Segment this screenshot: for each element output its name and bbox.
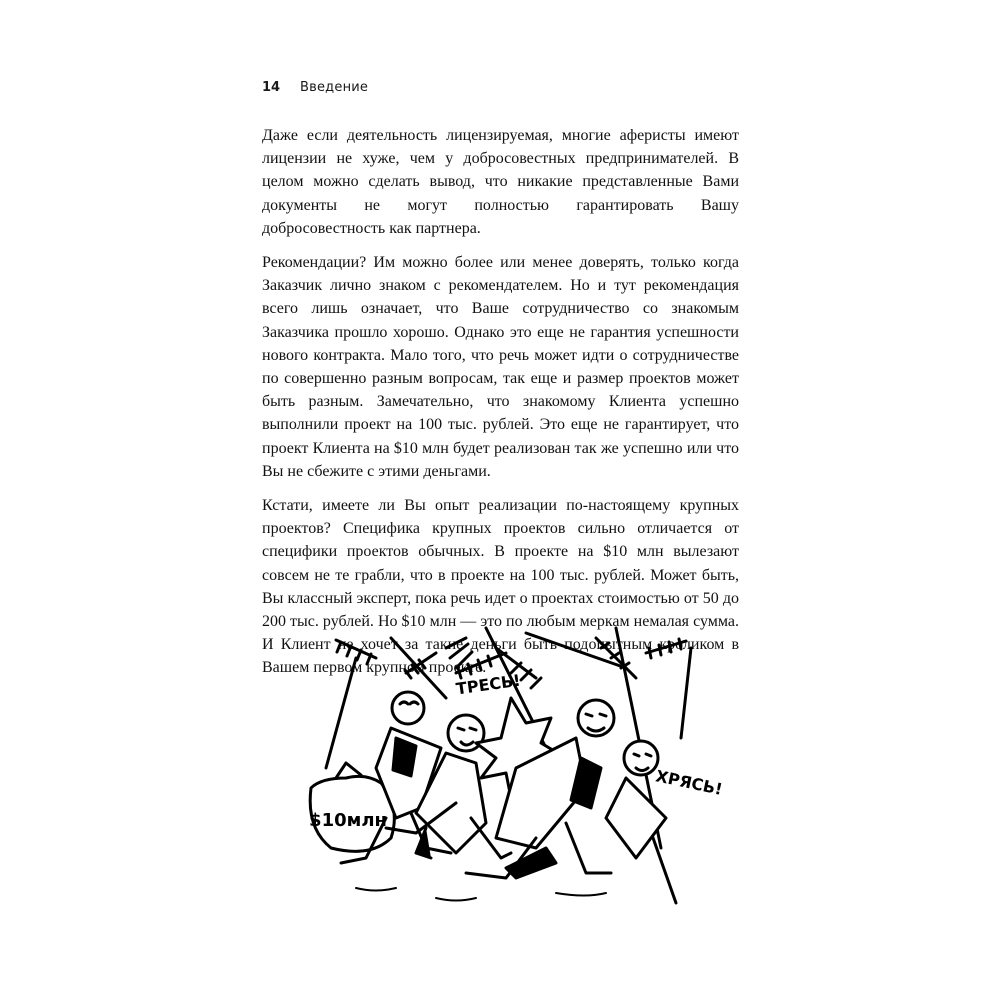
section-title: Введение [300, 80, 369, 95]
sfx-left: ТРЕСЬ! [454, 670, 522, 699]
page-number: 14 [262, 80, 281, 95]
running-head [262, 80, 368, 95]
paragraph: Даже если деятельность лицензируемая, многие аферисты имеют лицензии не хуже, чем у добросовестных предпринимателей. В целом можно сделать вывод, что никакие представленные Вами документы не могут полностью гарантировать Вашу добросовестность как партнера. [262, 127, 739, 237]
cartoon-illustration [296, 618, 724, 918]
sfx-right: ХРЯСЬ! [654, 766, 724, 799]
body-text [262, 124, 739, 691]
bag-label: $10млн [309, 810, 387, 831]
paragraph: Кстати, имеете ли Вы опыт реализации по-настоящему крупных проектов? Специфика крупных проектов сильно отличается от специфики проектов обычных. В проекте на $10 млн вылезают совсем не те грабли, что в проекте на 100 тыс. рублей. Может быть, Вы классный эксперт, пока речь идет о проектах стоимостью от 50 до 200 тыс. рублей. Но $10 млн — это по любым меркам немалая сумма. И Клиент не хочет за такие деньги быть подопытным кроликом в Вашем первом крупном проекте. [262, 497, 739, 677]
paragraph: Рекомендации? Им можно более или менее доверять, только когда Заказчик лично знаком с рекомендателем. Но и тут рекомендация всего лишь означает, что Ваше сотрудничество со знакомым Заказчика прошло хорошо. Однако это еще не гарантия успешности нового контракта. Мало того, что речь может идти о сотрудничестве по совершенно разным вопросам, так еще и размер проектов может быть разным. Замечательно, что знакомому Клиента успешно выполнили проект на 100 тыс. рублей. Это еще не гарантирует, что проект Клиента на $10 млн будет реализован так же успешно или что Вы не сбежите с этими деньгами. [262, 254, 739, 480]
